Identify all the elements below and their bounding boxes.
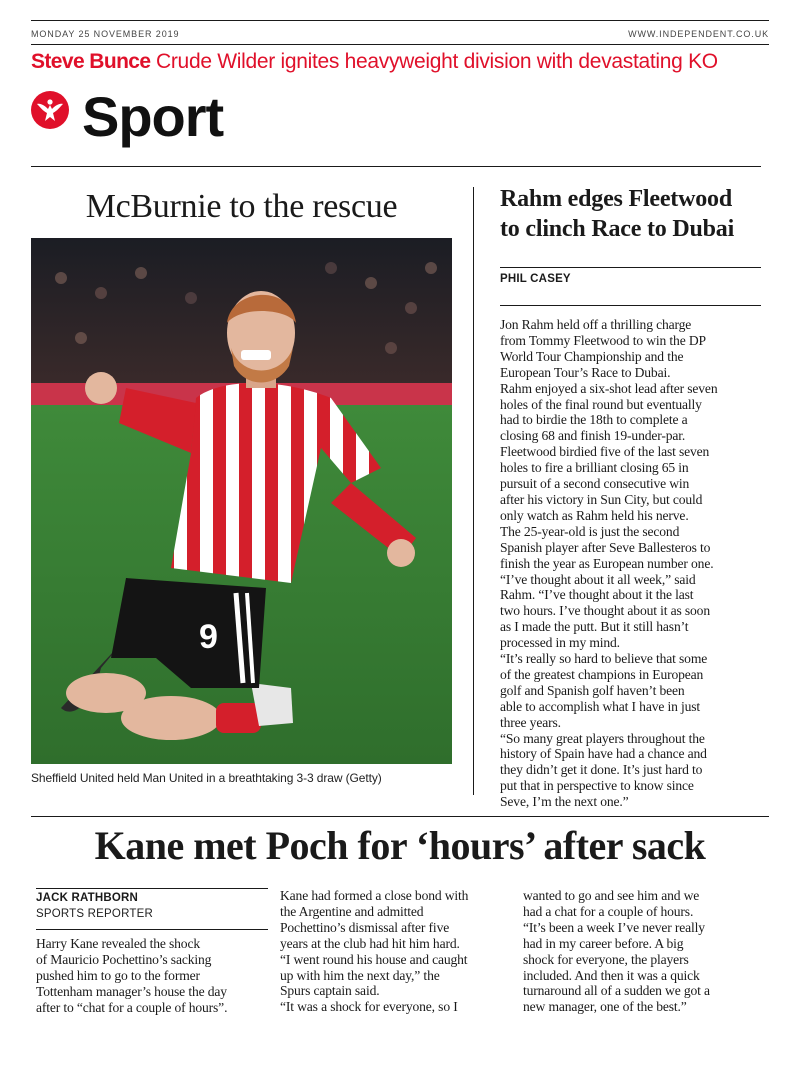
body-line: three years. — [500, 714, 561, 730]
body-line: after his victory in Sun City, but could — [500, 491, 703, 507]
body-line: Seve, I’m the next one.” — [500, 794, 629, 810]
body-line: shock for everyone, the players — [523, 951, 689, 967]
body-line: able to accomplish what I have in just — [500, 698, 701, 714]
body-line: had a chat for a couple of hours. — [523, 903, 694, 919]
body-line: closing 68 and finish 19-under-par. — [500, 428, 686, 444]
promo-strip[interactable] — [31, 50, 718, 74]
body-line: Jon Rahm held off a thrilling charge — [500, 317, 692, 332]
body-line: “I went round his house and caught — [280, 951, 468, 967]
body-line: processed in my mind. — [500, 635, 620, 651]
body-line: Fleetwood birdied five of the last seven — [500, 444, 710, 460]
body-line: the Argentine and admitted — [280, 903, 424, 919]
body-line: “It was a shock for everyone, so I — [280, 999, 458, 1015]
top-rule — [31, 20, 769, 21]
byline-rule — [36, 929, 268, 930]
body-line: turnaround all of a sudden we got a — [523, 983, 710, 999]
body-line: Spurs captain said. — [280, 983, 380, 999]
body-line: history of Spain have had a chance and — [500, 746, 707, 762]
eagle-icon — [31, 91, 69, 129]
side-headline-line1: Rahm edges Fleetwood — [500, 186, 732, 212]
body-line: Rahm enjoyed a six-shot lead after seven — [500, 380, 718, 396]
body-line: from Tommy Fleetwood to win the DP — [500, 332, 706, 348]
body-line: Pochettino’s dismissal after five — [280, 919, 450, 935]
section-rule — [31, 166, 761, 167]
body-line: of Mauricio Pochettino’s sacking — [36, 951, 212, 967]
byline-rule — [500, 267, 761, 268]
body-line: wanted to go and see him and we — [523, 888, 700, 903]
issue-date: MONDAY 25 NOVEMBER 2019 — [31, 29, 180, 39]
photo-caption: Sheffield United held Man United in a breathtaking 3-3 draw (Getty) — [31, 771, 382, 785]
body-line: holes of the final round but eventually — [500, 396, 702, 412]
website-url[interactable]: WWW.INDEPENDENT.CO.UK — [628, 29, 769, 39]
body-line: of the greatest champions in European — [500, 666, 704, 682]
body-line: World Tour Championship and the — [500, 348, 684, 364]
body-line: two hours. I’ve thought about it as soon — [500, 603, 710, 619]
lead-headline[interactable]: McBurnie to the rescue — [85, 188, 398, 225]
bottom-column-1 — [36, 936, 276, 1016]
body-line: Spanish player after Seve Ballesteros to — [500, 539, 711, 555]
body-line: pushed him to go to the former — [36, 967, 200, 983]
body-line: holes to fire a brilliant closing 65 in — [500, 460, 689, 476]
body-line: years at the club had hit him hard. — [280, 935, 460, 951]
side-byline: PHIL CASEY — [500, 273, 571, 285]
bottom-rule — [31, 816, 769, 817]
body-line: had to birdie the 18th to complete a — [500, 412, 688, 428]
body-line: “I’ve thought about it all week,” said — [500, 571, 696, 587]
lead-photo[interactable] — [31, 238, 452, 764]
side-article-body — [500, 317, 768, 810]
shirt-number-graphic: 9 — [199, 618, 218, 656]
promo-author: Steve Bunce — [31, 50, 151, 73]
body-line: The 25-year-old is just the second — [500, 523, 680, 539]
body-line: “So many great players throughout the — [500, 730, 705, 746]
body-line: “It’s really so hard to believe that some — [500, 651, 708, 667]
body-line: “It’s been a week I’ve never really — [523, 919, 705, 935]
promo-headline: Crude Wilder ignites heavyweight division with devastating KO — [156, 50, 718, 73]
byline-rule — [500, 305, 761, 306]
bottom-headline[interactable]: Kane met Poch for ‘hours’ after sack — [94, 823, 706, 868]
body-line: European Tour’s Race to Dubai. — [500, 364, 671, 380]
body-line: they didn’t get it done. It’s just hard to — [500, 762, 703, 778]
bottom-byline-role: SPORTS REPORTER — [36, 908, 153, 920]
bottom-column-3 — [523, 888, 763, 1015]
body-line: after to “chat for a couple of hours”. — [36, 999, 228, 1015]
column-divider — [473, 187, 474, 795]
side-headline[interactable] — [500, 184, 762, 244]
body-line: finish the year as European number one. — [500, 555, 714, 571]
body-line: Rahm. “I’ve thought about it the last — [500, 587, 694, 603]
side-headline-line2: to clinch Race to Dubai — [500, 216, 735, 242]
masthead-rule — [31, 44, 769, 45]
body-line: included. And then it was a quick — [523, 967, 700, 983]
body-line: new manager, one of the best.” — [523, 999, 687, 1015]
body-line: Tottenham manager’s house the day — [36, 983, 227, 999]
body-line: pursuit of a second consecutive win — [500, 476, 690, 492]
body-line: had in my career before. A big — [523, 935, 684, 951]
celebrating-player-image — [31, 238, 452, 764]
body-line: golf and Spanish golf haven’t been — [500, 682, 685, 698]
bottom-byline: JACK RATHBORN — [36, 892, 139, 904]
body-line: Harry Kane revealed the shock — [36, 936, 200, 951]
body-line: only watch as Rahm held his nerve. — [500, 507, 689, 523]
body-line: as I made the putt. But it still hasn’t — [500, 619, 689, 635]
bottom-column-2 — [280, 888, 516, 1015]
byline-rule — [36, 888, 268, 889]
body-line: up with him the next day,” the — [280, 967, 440, 983]
body-line: put that in perspective to know since — [500, 778, 694, 794]
section-title: Sport — [82, 85, 224, 148]
body-line: Kane had formed a close bond with — [280, 888, 469, 903]
